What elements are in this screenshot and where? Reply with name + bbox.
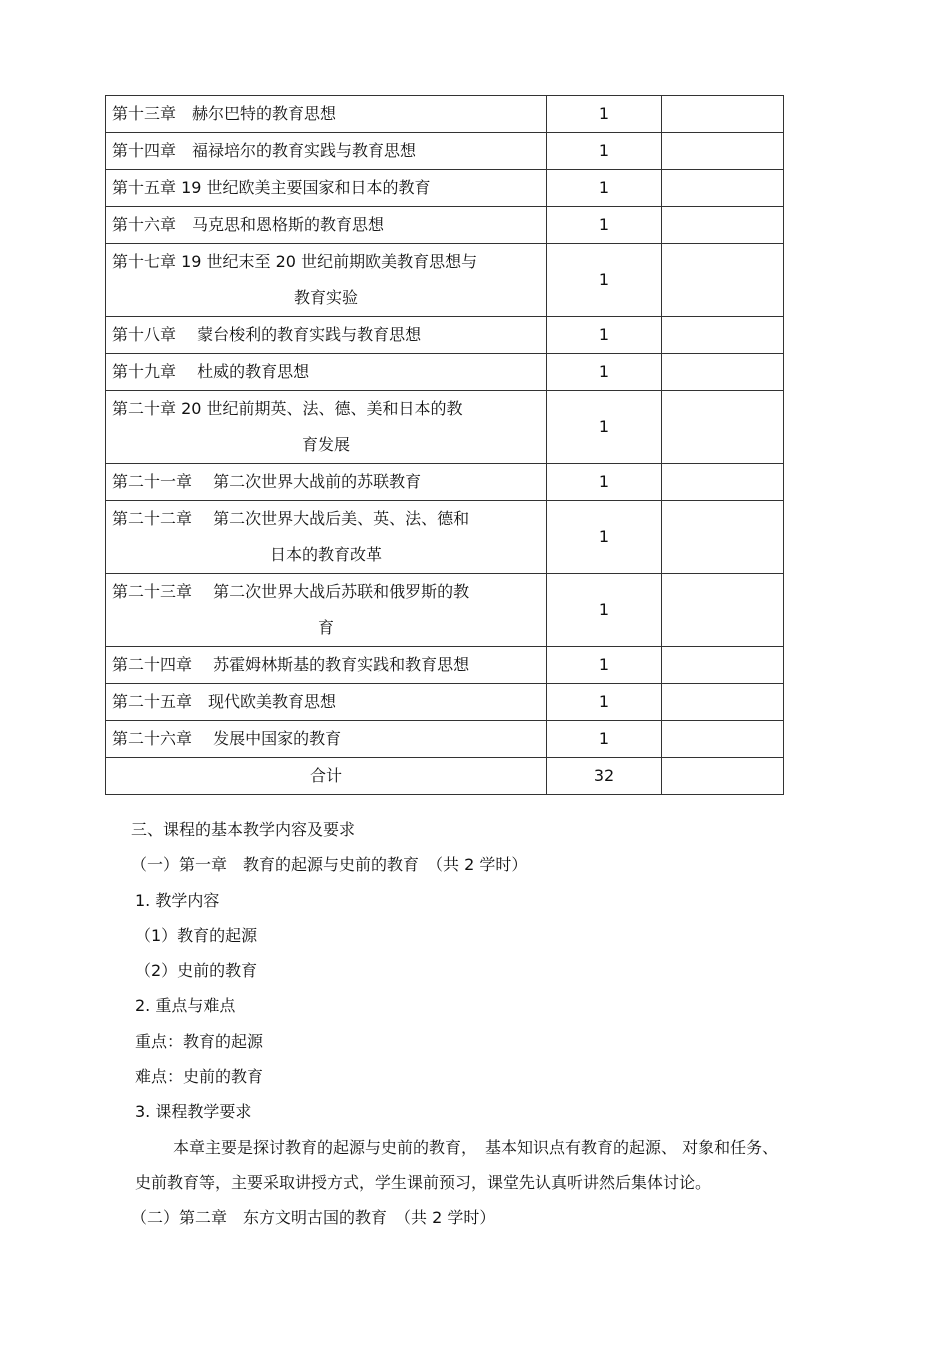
hours-cell: 1 [547,354,662,391]
chapter-cell [106,464,547,501]
chapter-cell [106,684,547,721]
note-cell [662,574,784,647]
difficult-point: 难点：史前的教育 [135,1067,264,1086]
chapter-title: 第二十章 20 世纪前期英、法、德、美和日本的教 [112,399,463,418]
chapter-title: 第二十一章 第二次世界大战前的苏联教育 [112,472,422,491]
table-row [106,170,784,207]
hours-cell: 1 [547,96,662,133]
chapter-title: 第二十五章 现代欧美教育思想 [112,692,337,711]
chapter-cell [106,391,547,464]
note-cell [662,354,784,391]
chapter-cell [106,133,547,170]
hours-cell: 1 [547,501,662,574]
total-hours: 32 [547,758,662,795]
requirements-label: 3. 课程教学要求 [135,1102,252,1121]
note-cell [662,391,784,464]
chapter-title-continued: 日本的教育改革 [269,545,382,564]
hours-cell: 1 [547,721,662,758]
chapter2-title: （二）第二章 东方文明古国的教育 （共 2 学时） [131,1208,496,1227]
key-difficult-label: 2. 重点与难点 [135,996,236,1015]
chapter-cell [106,96,547,133]
table-row [106,317,784,354]
table-row [106,133,784,170]
note-cell [662,647,784,684]
chapter-cell [106,244,547,317]
requirements-paragraph-line: 本章主要是探讨教育的起源与史前的教育， 基本知识点有教育的起源、 对象和任务、 [173,1138,779,1157]
total-label: 合计 [106,758,547,795]
chapter-title: 第十八章 蒙台梭利的教育实践与教育思想 [112,325,422,344]
hours-cell: 1 [547,317,662,354]
table-row [106,574,784,647]
chapter-title-continued: 教育实验 [293,288,358,307]
table-row [106,464,784,501]
chapter-title: 第二十二章 第二次世界大战后美、英、法、德和 [112,509,470,528]
teaching-content-item: （1）教育的起源 [135,926,258,945]
table-row [106,647,784,684]
table-row [106,207,784,244]
note-cell [662,317,784,354]
table-row [106,96,784,133]
note-cell [662,207,784,244]
table-row [106,244,784,317]
hours-cell: 1 [547,464,662,501]
chapter-title-continued: 育 [317,618,334,637]
chapter-title: 第二十六章 发展中国家的教育 [112,729,342,748]
chapter-title: 第十九章 杜威的教育思想 [112,362,310,381]
hours-cell: 1 [547,391,662,464]
chapter-title: 第十六章 马克思和恩格斯的教育思想 [112,215,385,234]
hours-cell: 1 [547,684,662,721]
table-row [106,684,784,721]
chapter-title: 第二十四章 苏霍姆林斯基的教育实践和教育思想 [112,655,470,674]
chapter-cell [106,207,547,244]
note-cell [662,501,784,574]
teaching-content-item: （2）史前的教育 [135,961,258,980]
chapter-title-continued: 育发展 [301,435,350,454]
hours-cell: 1 [547,133,662,170]
chapter-title: 第十三章 赫尔巴特的教育思想 [112,104,337,123]
chapter-cell [106,170,547,207]
note-cell [662,96,784,133]
note-cell [662,684,784,721]
table-row [106,391,784,464]
key-point: 重点：教育的起源 [135,1032,264,1051]
chapter-cell [106,501,547,574]
chapter-cell [106,647,547,684]
note-cell [662,464,784,501]
teaching-content-label: 1. 教学内容 [135,891,220,910]
note-cell [662,133,784,170]
note-cell [662,244,784,317]
hours-cell: 1 [547,574,662,647]
hours-cell: 1 [547,170,662,207]
chapter-title: 第十五章 19 世纪欧美主要国家和日本的教育 [112,178,431,197]
total-note-cell [662,758,784,795]
hours-cell: 1 [547,207,662,244]
hours-cell: 1 [547,647,662,684]
chapter-cell [106,354,547,391]
course-hours-table-body [106,96,784,795]
table-row [106,721,784,758]
chapter-title: 第二十三章 第二次世界大战后苏联和俄罗斯的教 [112,582,470,601]
requirements-paragraph-line: 史前教育等，主要采取讲授方式，学生课前预习，课堂先认真听讲然后集体讨论。 [135,1173,712,1192]
chapter-cell [106,721,547,758]
chapter-title: 第十四章 福禄培尔的教育实践与教育思想 [112,141,417,160]
chapter-cell [106,574,547,647]
table-row [106,501,784,574]
chapter1-title: （一）第一章 教育的起源与史前的教育 （共 2 学时） [131,855,528,874]
chapter-cell [106,317,547,354]
total-row [106,758,784,795]
hours-cell: 1 [547,244,662,317]
note-cell [662,170,784,207]
table-row [106,354,784,391]
chapter-title: 第十七章 19 世纪末至 20 世纪前期欧美教育思想与 [112,252,478,271]
note-cell [662,721,784,758]
course-hours-table [105,95,784,795]
section-heading: 三、课程的基本教学内容及要求 [131,820,356,839]
